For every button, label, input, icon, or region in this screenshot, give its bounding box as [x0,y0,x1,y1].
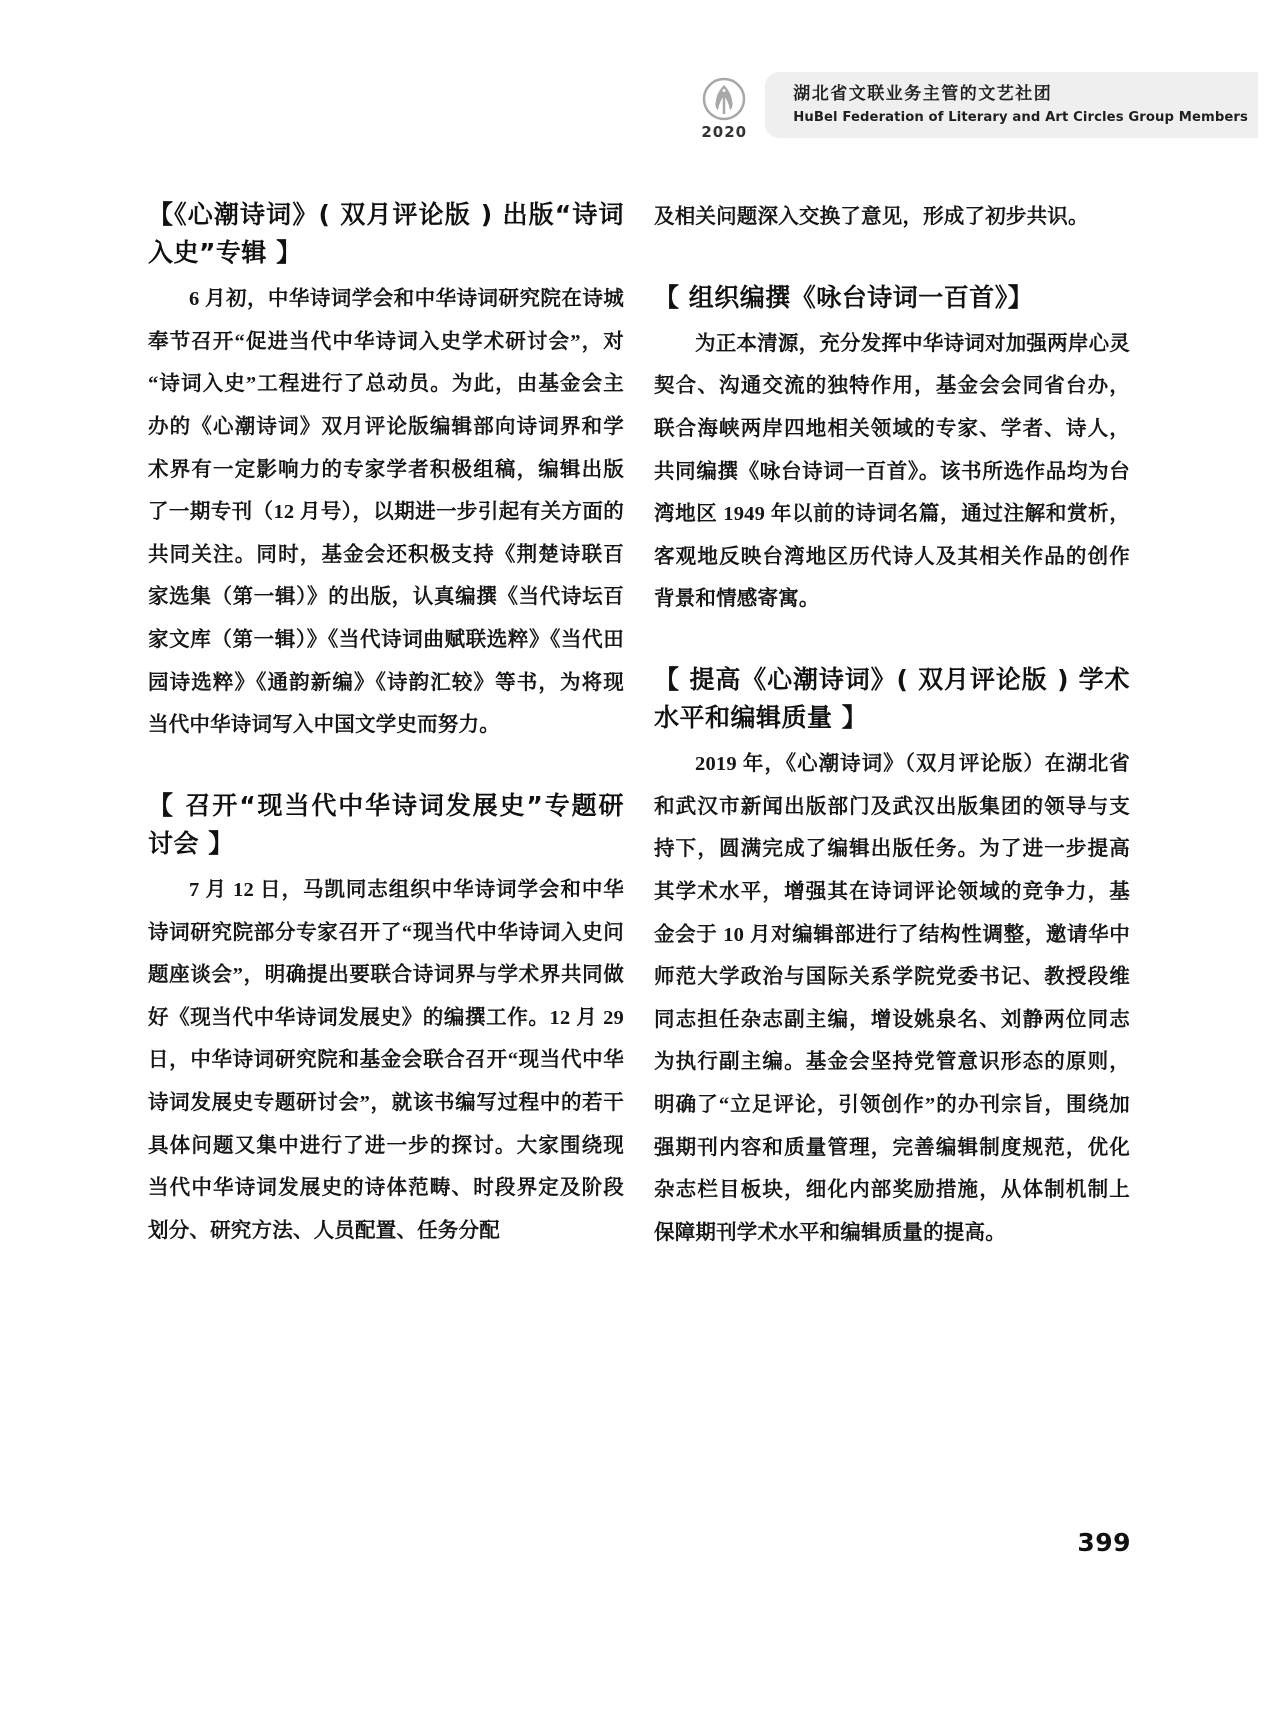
section-heading: 【 提高《心潮诗词》( 双月评论版 ) 学术水平和编辑质量 】 [654,665,1130,732]
hubei-federation-logo-icon [699,74,749,124]
header-logo-block [691,72,757,140]
body-paragraph: 7 月 12 日，马凯同志组织中华诗词学会和中华诗词研究院部分专家召开了“现当代中华诗词入史问题座谈会”，明确提出要联合诗词界与学术界共同做好《现当代中华诗词发展史》的编撰工作。12 月 29 日，中华诗词研究院和基金会联合召开“现当代中华诗词发展史专题研讨会”，就该书编写过程中的若干具体问题又集中进行了进一步的探讨。大家围绕现当代中华诗词发展史的诗体范畴、时段界定及阶段划分、研究方法、人员配置、任务分配 [148,878,624,1242]
article-columns [148,196,1130,1259]
header-title-en: HuBel Federation of Literary and Art Circles Group Members [793,110,1248,126]
header-year: 2020 [701,123,748,141]
right-column [654,196,1130,1259]
header-title-cn: 湖北省文联业务主管的文艺社团 [793,84,1053,104]
section-heading: 【 组织编撰《咏台诗词一百首》】 [654,282,1034,312]
body-paragraph: 6 月初，中华诗词学会和中华诗词研究院在诗城奉节召开“促进当代中华诗词入史学术研讨会”，对“诗词入史”工程进行了总动员。为此，由基金会主办的《心潮诗词》双月评论版编辑部向诗词界和学术界有一定影响力的专家学者积极组稿，编辑出版了一期专刊（12 月号），以期进一步引起有关方面的共同关注。同时，基金会还积极支持《荆楚诗联百家选集（第一辑）》的出版，认真编撰《当代诗坛百家文库（第一辑）》《当代诗词曲赋联选粹》《当代田园诗选粹》《通韵新编》《诗韵汇较》等书，为将现当代中华诗词写入中国文学史而努力。 [148,288,624,737]
left-column [148,196,624,1259]
body-paragraph: 2019 年，《心潮诗词》（双月评论版）在湖北省和武汉市新闻出版部门及武汉出版集团的领导与支持下，圆满完成了编辑出版任务。为了进一步提高其学术水平，增强其在诗词评论领域的竞争力，基金会于 10 月对编辑部进行了结构性调整，邀请华中师范大学政治与国际关系学院党委书记、教授段维同志担任杂志副主编，增设姚泉名、刘静两位同志为执行副主编。基金会坚持党管意识形态的原则，明确了“立足评论，引领创作”的办刊宗旨，围绕加强期刊内容和质量管理，完善编辑制度规范，优化杂志栏目板块，细化内部奖励措施，从体制机制上保障期刊学术水平和编辑质量的提高。 [654,753,1130,1244]
body-paragraph-continued: 及相关问题深入交换了意见，形成了初步共识。 [654,206,1089,228]
page-number: 399 [1077,1528,1131,1557]
section-heading: 【 召开“现当代中华诗词发展史”专题研讨会 】 [148,790,624,858]
section-heading: 【《心潮诗词》( 双月评论版 ) 出版“诗词入史”专辑 】 [148,200,624,267]
header-inner [691,72,1258,150]
header-title-band [765,72,1258,138]
page-header [0,72,1276,150]
body-paragraph: 为正本清源，充分发挥中华诗词对加强两岸心灵契合、沟通交流的独特作用，基金会会同省台办，联合海峡两岸四地相关领域的专家、学者、诗人，共同编撰《咏台诗词一百首》。该书所选作品均为台湾地区 1949 年以前的诗词名篇，通过注解和赏析，客观地反映台湾地区历代诗人及其相关作品的创作背景和情感寄寓。 [654,332,1130,611]
